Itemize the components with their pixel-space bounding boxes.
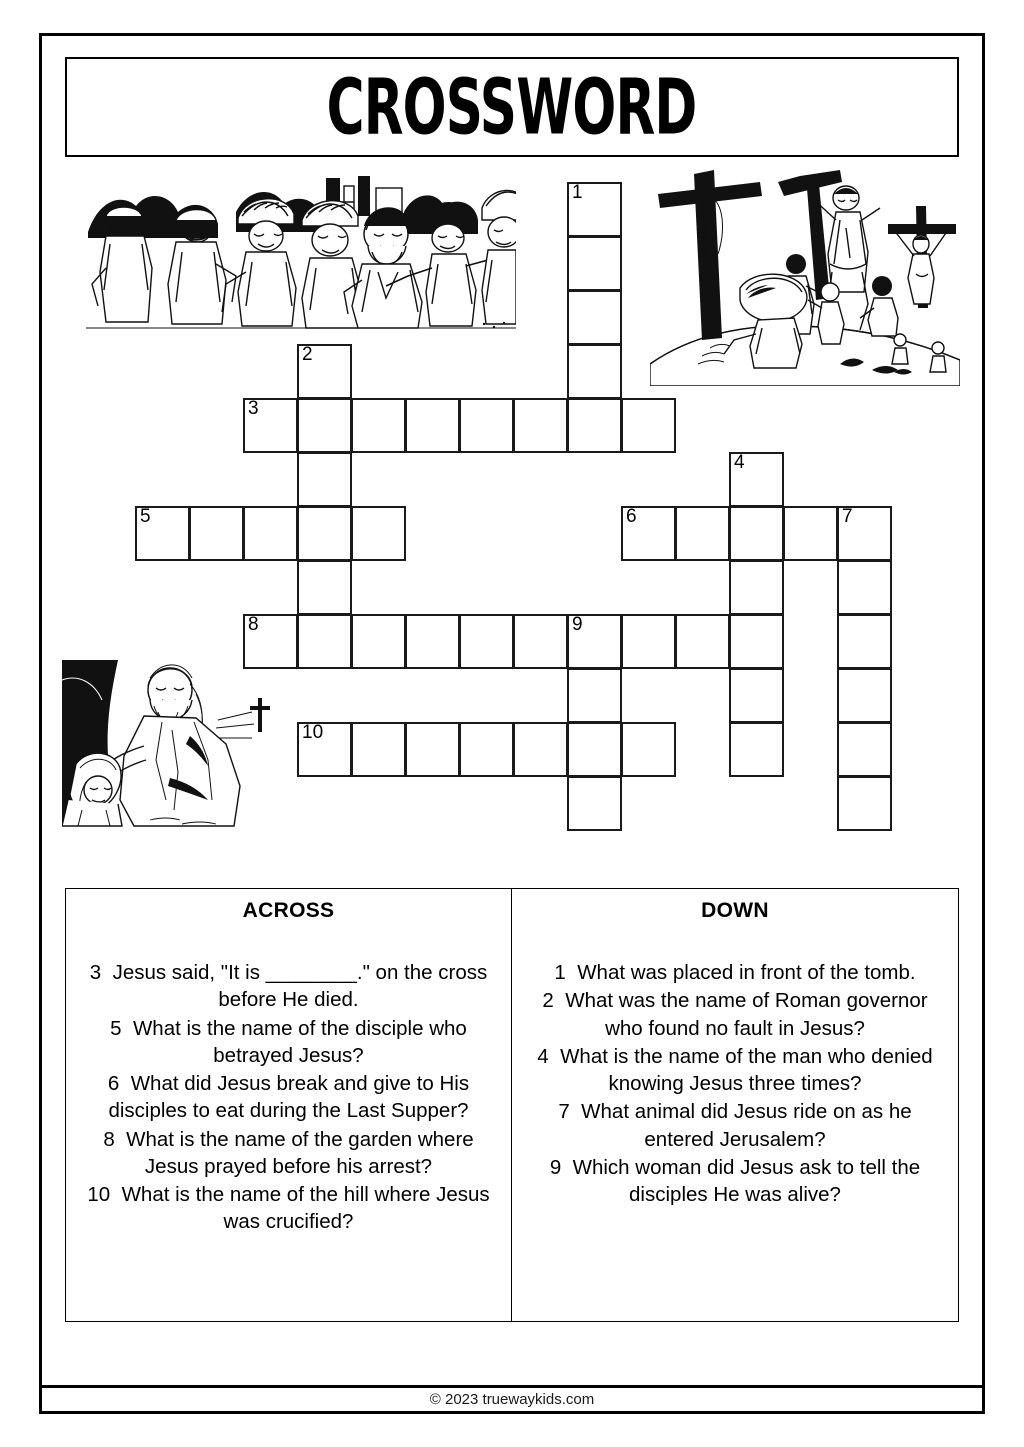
across-clue-8	[78, 1126, 499, 1181]
crossword-cell[interactable]	[621, 614, 676, 669]
across-clue-3	[78, 959, 499, 1014]
crossword-cell[interactable]	[405, 722, 460, 777]
down-clue-7	[524, 1098, 946, 1153]
across-clue-number-6: 6	[107, 1072, 120, 1095]
down-clue-text-1: What was placed in front of the tomb.	[565, 961, 916, 984]
crossword-cell[interactable]	[675, 614, 730, 669]
risen-jesus-tomb-illustration	[62, 660, 302, 828]
clue-number-1: 1	[572, 182, 583, 203]
crossword-cell[interactable]	[405, 614, 460, 669]
crossword-cell[interactable]	[837, 560, 892, 615]
clue-number-4: 4	[734, 452, 745, 473]
down-clue-number-4: 4	[537, 1044, 549, 1068]
crossword-cell[interactable]	[729, 668, 784, 723]
clue-number-2: 2	[302, 344, 313, 365]
crossword-cell-start-6[interactable]	[621, 506, 676, 561]
across-clue-10	[78, 1181, 499, 1236]
crossword-cell[interactable]	[783, 506, 838, 561]
across-clue-number-5: 5	[110, 1016, 122, 1040]
crossword-cell[interactable]	[513, 398, 568, 453]
across-clue-text-6: What did Jesus break and give to His disciples to eat during the Last Supper?	[108, 1072, 470, 1123]
across-column	[66, 889, 512, 1321]
across-clue-text-10: What is the name of the hill where Jesus was crucified?	[110, 1183, 490, 1234]
crossword-cell[interactable]	[243, 506, 298, 561]
across-clue-number-10: 10	[87, 1183, 111, 1206]
crossword-cell-start-2[interactable]	[297, 344, 352, 399]
crossword-cell[interactable]	[567, 398, 622, 453]
crossword-cell[interactable]	[729, 722, 784, 777]
clues-container	[65, 888, 959, 1322]
crossword-cell[interactable]	[459, 614, 514, 669]
crossword-cell[interactable]	[837, 776, 892, 831]
down-column	[512, 889, 958, 1321]
clue-number-5: 5	[140, 506, 151, 527]
down-clue-1	[524, 959, 946, 986]
crossword-cell[interactable]	[405, 398, 460, 453]
crossword-cell[interactable]	[351, 398, 406, 453]
down-clue-text-4: What is the name of the man who denied knowing Jesus three times?	[548, 1044, 933, 1095]
crossword-cell[interactable]	[729, 506, 784, 561]
crossword-cell-start-10[interactable]	[297, 722, 352, 777]
footer-divider	[39, 1385, 985, 1388]
crossword-cell[interactable]	[729, 560, 784, 615]
crossword-cell-start-4[interactable]	[729, 452, 784, 507]
crossword-cell[interactable]	[675, 506, 730, 561]
crossword-cell[interactable]	[567, 344, 622, 399]
crossword-cell-start-3[interactable]	[243, 398, 298, 453]
crossword-cell[interactable]	[297, 452, 352, 507]
down-clue-9	[524, 1154, 946, 1209]
clue-number-7: 7	[842, 506, 853, 527]
copyright-footer: © 2023 truewaykids.com	[429, 1391, 595, 1408]
clue-number-6: 6	[626, 506, 637, 527]
down-clue-text-2: What was the name of Roman governor who found no fault in Jesus?	[553, 989, 928, 1040]
crossword-cell[interactable]	[297, 398, 352, 453]
crossword-cell[interactable]	[837, 614, 892, 669]
crucifixion-calvary-illustration	[650, 168, 960, 386]
crossword-cell[interactable]	[567, 668, 622, 723]
down-clue-list	[524, 959, 946, 1209]
crossword-cell[interactable]	[297, 506, 352, 561]
clue-number-3: 3	[248, 398, 259, 419]
across-clue-text-8: What is the name of the garden where Jesus prayed before his arrest?	[114, 1127, 474, 1178]
crossword-cell-start-1[interactable]	[567, 182, 622, 237]
down-heading: DOWN	[701, 899, 769, 922]
down-clue-text-7: What animal did Jesus ride on as he entered Jerusalem?	[569, 1100, 912, 1151]
crossword-cell[interactable]	[297, 560, 352, 615]
crossword-cell[interactable]	[837, 668, 892, 723]
crossword-cell-start-7[interactable]	[837, 506, 892, 561]
crossword-cell-start-8[interactable]	[243, 614, 298, 669]
down-clue-text-9: Which woman did Jesus ask to tell the disciples He was alive?	[561, 1155, 921, 1206]
crossword-cell[interactable]	[567, 776, 622, 831]
crossword-cell[interactable]	[621, 722, 676, 777]
across-clue-6	[78, 1070, 499, 1125]
across-clue-number-3: 3	[89, 961, 102, 984]
across-clue-text-5: What is the name of the disciple who betrayed Jesus?	[121, 1016, 467, 1067]
crossword-cell[interactable]	[351, 506, 406, 561]
down-clue-number-7: 7	[558, 1100, 570, 1124]
across-clue-5	[78, 1015, 499, 1070]
across-clue-list	[78, 959, 499, 1237]
crossword-cell[interactable]	[513, 614, 568, 669]
crossword-cell[interactable]	[567, 722, 622, 777]
crossword-cell[interactable]	[189, 506, 244, 561]
down-clue-number-1: 1	[554, 961, 566, 984]
across-clue-text-3: Jesus said, "It is ________." on the cross before He died.	[101, 961, 488, 1012]
down-clue-4	[524, 1043, 946, 1098]
across-heading: ACROSS	[242, 899, 335, 922]
across-clue-number-8: 8	[103, 1127, 115, 1151]
down-clue-2	[524, 987, 946, 1042]
crossword-cell[interactable]	[351, 722, 406, 777]
crossword-cell[interactable]	[837, 722, 892, 777]
crossword-cell[interactable]	[459, 398, 514, 453]
crossword-cell[interactable]	[729, 614, 784, 669]
down-clue-number-9: 9	[549, 1155, 562, 1179]
crossword-cell-start-5[interactable]	[135, 506, 190, 561]
page-title: CROSSWORD	[327, 62, 697, 152]
clue-number-8: 8	[248, 614, 259, 635]
crossword-cell[interactable]	[567, 236, 622, 291]
clue-number-9: 9	[572, 614, 583, 635]
crossword-cell[interactable]	[621, 398, 676, 453]
crossword-cell[interactable]	[459, 722, 514, 777]
crossword-cell[interactable]	[513, 722, 568, 777]
crossword-cell[interactable]	[567, 290, 622, 345]
crossword-cell[interactable]	[297, 614, 352, 669]
jesus-arrest-soldiers-illustration	[86, 172, 516, 340]
crossword-cell-start-9[interactable]	[567, 614, 622, 669]
down-clue-number-2: 2	[542, 989, 554, 1013]
crossword-cell[interactable]	[351, 614, 406, 669]
clue-number-10: 10	[302, 722, 324, 743]
